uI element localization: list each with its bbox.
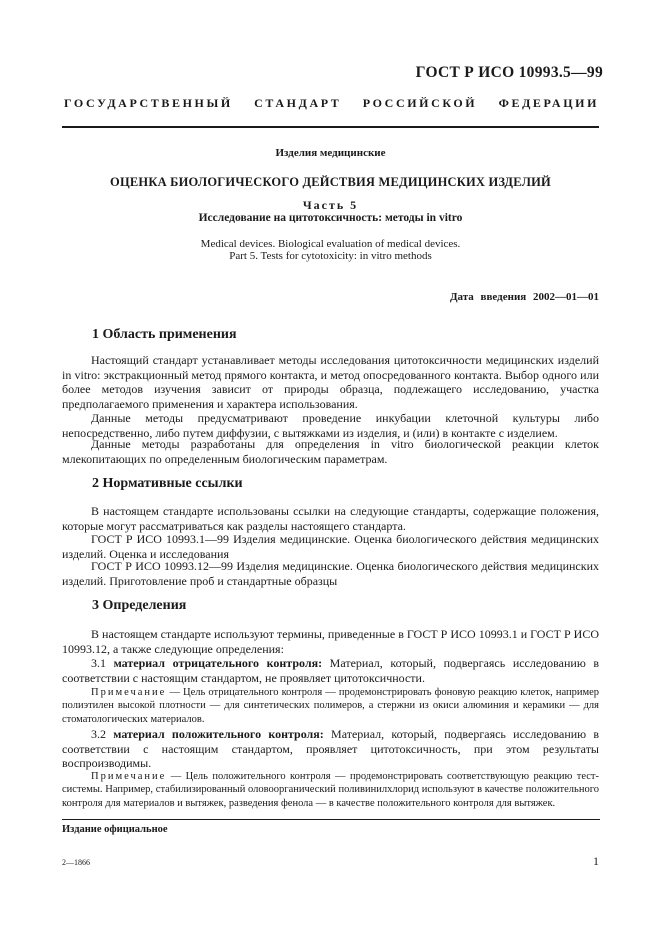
section-2-paragraph-1: В настоящем стандарте использованы ссылки на следующие стандарты, содержащие положения, которые могут рассматриваться как разделы настоящего стандарта. <box>62 504 599 533</box>
section-3-heading: 3 Определения <box>92 598 187 613</box>
note-label: Примечание <box>91 687 167 698</box>
state-standard-heading: ГОСУДАРСТВЕННЫЙ СТАНДАРТ РОССИЙСКОЙ ФЕДЕРАЦИИ <box>64 96 599 110</box>
section-1-paragraph-2: Данные методы предусматривают проведение инкубации клеточной культуры либо непосредственно, либо путем диффузии, с вытяжками из изделия, и (или) в контакте с изделием. <box>62 411 599 440</box>
note-negative-control-text: — Цель отрицательного контроля — продемонстрировать фоновую реакцию клеток, например полиэтилен высокой плотности — для синтетических полимеров, а стержни из окиси алюминия и керамики — для стоматологических материалов. <box>62 687 600 725</box>
official-edition-label: Издание официальное <box>62 824 168 835</box>
section-2-heading: 2 Нормативные ссылки <box>92 476 243 491</box>
definition-3-1-number: 3.1 <box>91 656 106 670</box>
note-label: Примечание <box>91 771 167 782</box>
note-positive-control-text: — Цель положительного контроля — продемонстрировать соответствующую реакцию тест-системы. Например, стабилизированный оловоорганический поливинилхлорид используют в качестве положительного контроля для материалов и вытяжек, разведения фенола — в качестве положительного контроля для вытяжек. <box>62 771 599 809</box>
definition-3-1-term: материал отрицательного контроля: <box>113 656 323 670</box>
section-2-reference-2: ГОСТ Р ИСО 10993.12—99 Изделия медицинские. Оценка биологического действия медицинских изделий. Приготовление проб и стандартные образцы <box>62 559 599 588</box>
footer-divider <box>62 819 600 820</box>
definition-3-2 <box>62 727 599 771</box>
definition-3-1 <box>62 656 599 685</box>
english-title-line2: Part 5. Tests for cytotoxicity: in vitro methods <box>229 250 432 262</box>
part-label: Часть 5 <box>302 198 359 212</box>
section-3-paragraph-1: В настоящем стандарте используют термины, приведенные в ГОСТ Р ИСО 10993.1 и ГОСТ Р ИСО 10993.12, а также следующие определения: <box>62 627 599 656</box>
section-1-paragraph-3: Данные методы разработаны для определения in vitro биологической реакции клеток млекопитающих по определенным биологическим параметрам. <box>62 437 599 466</box>
part-title: Исследование на цитотоксичность: методы in vitro <box>198 212 463 224</box>
introduction-date-value: 2002—01—01 <box>533 291 599 303</box>
definition-3-2-term: материал положительного контроля: <box>113 727 324 741</box>
product-group: Изделия медицинские <box>275 147 386 159</box>
definition-3-1-text: Материал, который, подвергаясь исследованию в соответствии с настоящим стандартом, не проявляет цитотоксичности. <box>62 656 600 685</box>
section-1-paragraph-1: Настоящий стандарт устанавливает методы исследования цитотоксичности медицинских изделий in vitro: экстракционный метод прямого контакта, и метод опосредованного контакта. Выбор одного или более методов изучения зависит от природы образца, подлежащего исследованию, участка предполагаемого применения и характера использования. <box>62 353 599 411</box>
definition-3-2-number: 3.2 <box>91 727 106 741</box>
note-negative-control <box>62 686 599 726</box>
introduction-date <box>450 291 599 303</box>
document-number: ГОСТ Р ИСО 10993.5—99 <box>415 64 603 81</box>
section-2-reference-1: ГОСТ Р ИСО 10993.1—99 Изделия медицинские. Оценка биологического действия медицинских изделий. Оценка и исследования <box>62 532 599 561</box>
introduction-date-label: Дата введения <box>449 291 527 303</box>
definition-3-2-text: Материал, который, подвергаясь исследованию в соответствии с настоящим стандартом, проявляет цитотоксичность, при этом результаты воспроизводимы. <box>62 727 600 771</box>
english-title-line1: Medical devices. Biological evaluation of medical devices. <box>200 238 461 250</box>
note-positive-control <box>62 770 599 810</box>
document-title: ОЦЕНКА БИОЛОГИЧЕСКОГО ДЕЙСТВИЯ МЕДИЦИНСКИХ ИЗДЕЛИЙ <box>110 175 551 189</box>
printer-code: 2—1866 <box>62 858 90 867</box>
page-number: 1 <box>593 854 599 868</box>
section-1-heading: 1 Область применения <box>92 327 237 342</box>
header-divider <box>62 126 599 128</box>
